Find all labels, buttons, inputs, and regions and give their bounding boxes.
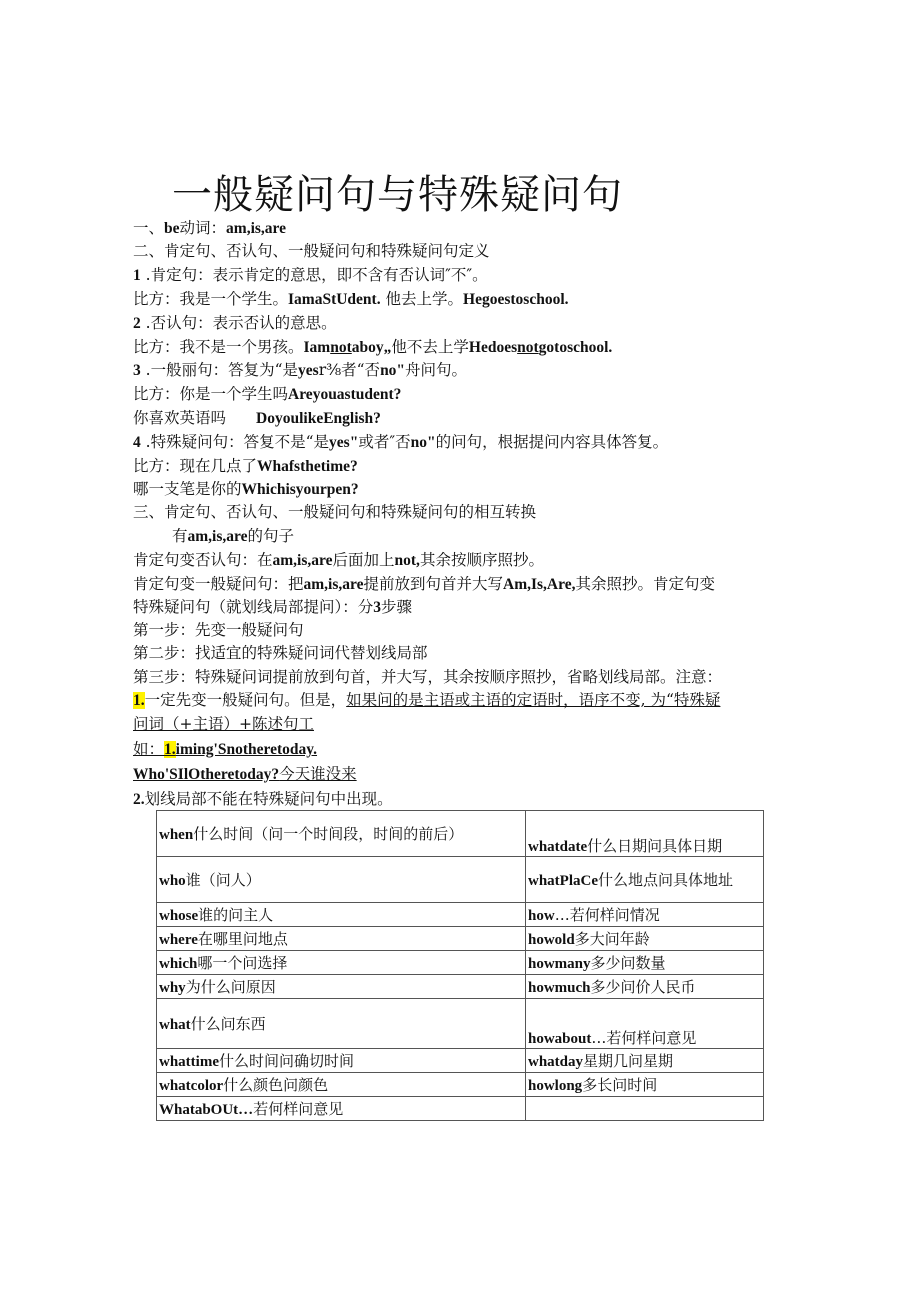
table-cell-left [157,1097,526,1121]
question-word-meaning: 为什么问原因 [185,978,276,996]
question-word-meaning: 哪一个问选择 [197,954,288,972]
question-word-meaning: 多少问价人民币 [590,978,696,996]
rule-special-question: 特殊疑问句（就划线局部提问）：分3步骤 [133,598,413,616]
question-word-meaning: 星期几问星期 [583,1052,674,1070]
definition-special-question: 4 .特殊疑问句：答复不是“是yes"或者″否no"的问句，根据提问内容具体答复。 [133,433,669,451]
question-word: WhatabOUt… [159,1102,254,1118]
question-word-meaning: 谁（问人） [185,871,261,889]
example-special-question-2: 哪一支笔是你的Whichisyourpen? [133,480,359,498]
table-row [157,1073,764,1097]
step-2: 第二步：找适宜的特殊疑问词代替划线局部 [133,644,428,662]
table-cell-left [157,811,526,857]
question-word-meaning: 多大问年龄 [574,930,650,948]
question-word-meaning: …若何样问情况 [554,906,660,924]
example-sentence: 如：1.iming'Snotheretoday. [133,740,318,758]
table-cell-right [526,1073,764,1097]
rule-negative: 肯定句变否认句：在am,is,are后面加上not,其余按顺序照抄。 [133,551,544,569]
question-word: whatdate [528,839,588,855]
table-cell-right [526,857,764,903]
table-row [157,857,764,903]
section-3-subheading: 有am,is,are的句子 [172,527,295,545]
question-word: how [528,908,555,924]
table-cell-right [526,903,764,927]
table-cell-left [157,1049,526,1073]
table-row [157,975,764,999]
question-word-meaning: 什么颜色问颜色 [223,1076,329,1094]
question-word-meaning: 多少问数量 [590,954,666,972]
question-word: where [159,932,198,948]
table-cell-left [157,1073,526,1097]
table-cell-right [526,1049,764,1073]
question-word-meaning: 什么日期问具体日期 [587,837,723,855]
question-word: whose [159,908,199,924]
table-cell-right [526,1097,764,1121]
question-word-meaning: 若何样问意见 [253,1100,344,1118]
question-word: howmuch [528,980,591,996]
example-general-question-1: 比方：你是一个学生吗Areyouastudent? [133,385,402,403]
question-word: whatPlaCe [528,873,598,889]
section-3-heading: 三、肯定句、否认句、一般疑问句和特殊疑问句的相互转换 [133,503,537,521]
example-negative: 比方：我不是一个男孩。Iamnotaboy„他不去上学Hedoesnotgotoschool. [133,338,613,356]
question-word-meaning: 什么时间问确切时间 [219,1052,355,1070]
section-1: 一、be动词：am,is,are [133,219,287,237]
example-special-question-1: 比方：现在几点了Whafsthetime? [133,457,358,475]
question-word-meaning: 谁的问主人 [198,906,274,924]
example-affirmative: 比方：我是一个学生。IamaStUdent. 他去上学。Hegoestoschool. [133,290,569,308]
question-word: howmany [528,956,591,972]
table-row [157,1049,764,1073]
example-general-question-2: 你喜欢英语吗 DoyoulikeEnglish? [133,409,381,427]
note-1-continued: 问词（+主语）+陈述句工 [133,715,314,733]
step-1: 第一步：先变一般疑问句 [133,621,304,639]
question-word: what [159,1017,191,1033]
page-title: 一般疑问句与特殊疑问句 [172,172,623,218]
question-word: howold [528,932,575,948]
question-word: whatday [528,1054,584,1070]
table-row [157,951,764,975]
table-row [157,927,764,951]
question-word: howlong [528,1078,583,1094]
note-1: 1.一定先变一般疑问句。但是，如果问的是主语或主语的定语时，语序不变, 为“特殊疑 [133,691,721,709]
question-word: whattime [159,1054,219,1070]
definition-negative: 2 .否认句：表示否认的意思。 [133,314,337,332]
definition-affirmative: 1 .肯定句：表示肯定的意思，即不含有否认词″不″。 [133,266,488,284]
question-words-table [156,810,764,1121]
question-word-meaning: 多长问时间 [582,1076,658,1094]
table-row [157,999,764,1049]
rule-general-question: 肯定句变一般疑问句：把am,is,are提前放到句首并大写Am,Is,Are,其余照抄。肯定句变 [133,575,715,593]
question-word-meaning: 什么地点问具体地址 [598,871,734,889]
question-word: who [159,873,186,889]
section-2-heading: 二、肯定句、否认句、一般疑问句和特殊疑问句定义 [133,242,490,260]
table-row [157,903,764,927]
step-3: 第三步：特殊疑问词提前放到句首，并大写，其余按顺序照抄，省略划线局部。注意： [133,668,723,686]
table-cell-left [157,951,526,975]
table-cell-right [526,951,764,975]
question-word: which [159,956,198,972]
table-cell-right [526,811,764,857]
table-cell-right [526,975,764,999]
question-word-meaning: …若何样问意见 [591,1029,697,1047]
table-cell-right [526,927,764,951]
question-word-meaning: 什么问东西 [190,1015,266,1033]
definition-general-question: 3 .一般丽句：答复为“是yesr⅜者“否no"舟问句。 [133,361,468,379]
table-cell-left [157,857,526,903]
table-row [157,811,764,857]
table-cell-left [157,999,526,1049]
table-cell-left [157,975,526,999]
question-word-meaning: 什么时间（问一个时间段，时间的前后） [193,825,464,843]
question-word: when [159,827,194,843]
question-word-meaning: 在哪里问地点 [197,930,288,948]
note-2: 2.划线局部不能在特殊疑问句中出现。 [133,790,393,808]
table-cell-left [157,903,526,927]
example-question: Who'SIlOtheretoday?今天谁没来 [133,765,357,783]
question-word: howabout [528,1031,592,1047]
table-row [157,1097,764,1121]
table-cell-right [526,999,764,1049]
table-cell-left [157,927,526,951]
question-word: whatcolor [159,1078,224,1094]
question-word: why [159,980,186,996]
